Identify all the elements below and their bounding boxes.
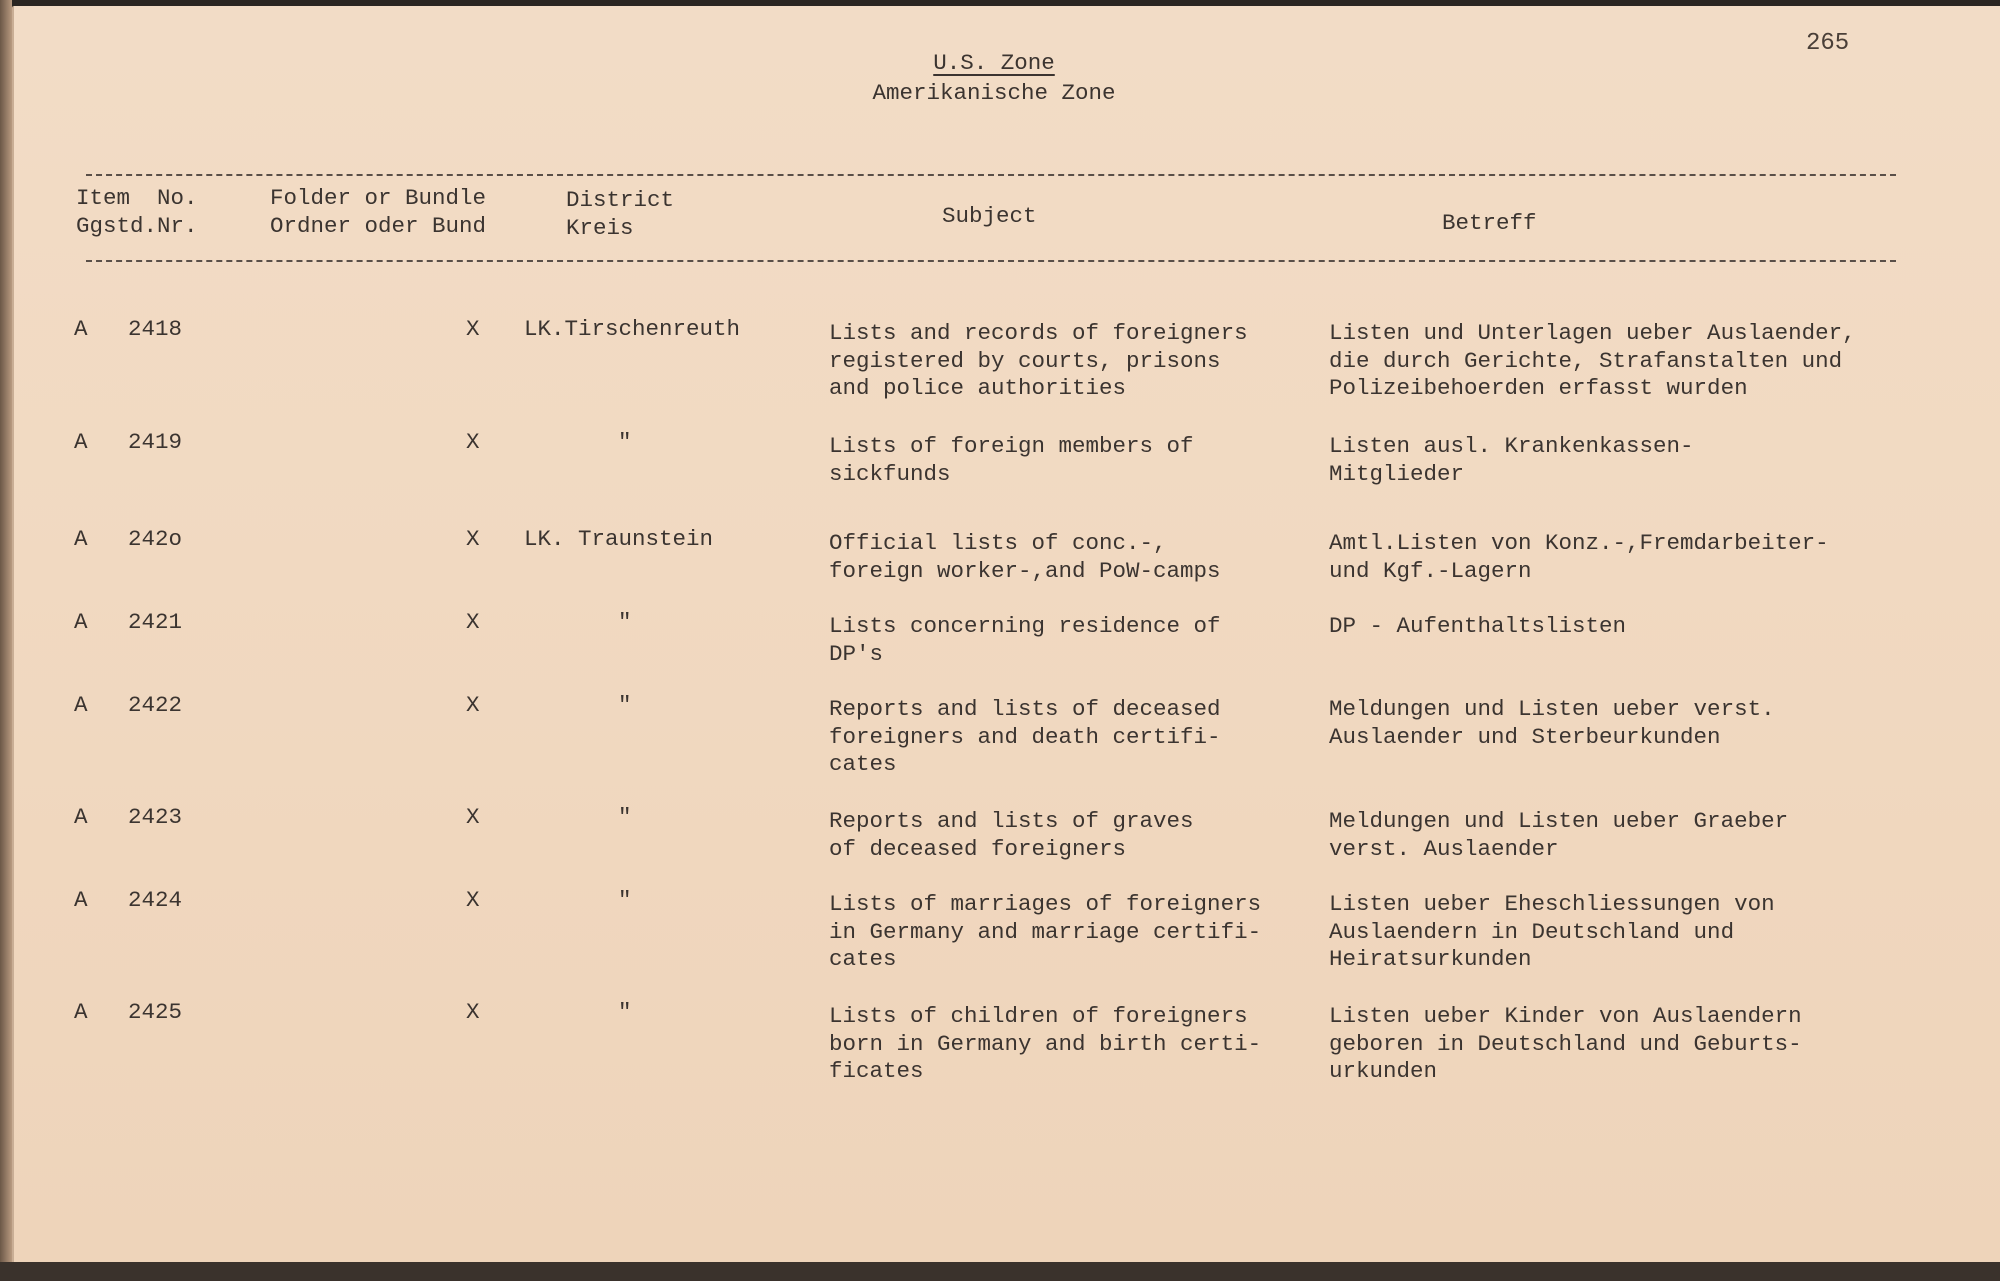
subject: Lists of marriages of foreigners in Germany and marriage certifi- cates bbox=[829, 891, 1262, 972]
subject: Lists and records of foreigners registered by courts, prisons and police authorities bbox=[829, 320, 1248, 401]
col-header-district: District Kreis bbox=[566, 187, 675, 241]
subject: Reports and lists of graves of deceased foreigners bbox=[829, 808, 1194, 862]
item-number: 242o bbox=[128, 526, 183, 552]
item-number: 2418 bbox=[128, 316, 183, 342]
folder-mark: X bbox=[466, 804, 480, 830]
betreff: Meldungen und Listen ueber verst. Auslaender und Sterbeurkunden bbox=[1329, 696, 1775, 750]
item-number: 2419 bbox=[128, 429, 183, 455]
betreff: DP - Aufenthaltslisten bbox=[1329, 613, 1627, 639]
page-number: 265 bbox=[1806, 30, 1850, 57]
header-rule-top bbox=[86, 174, 1896, 176]
folder-mark: X bbox=[466, 526, 480, 552]
subject: Lists concerning residence of DP's bbox=[829, 613, 1221, 667]
subject: Official lists of conc.-, foreign worker-,and PoW-camps bbox=[829, 530, 1221, 584]
folder-mark: X bbox=[466, 887, 480, 913]
item-number: 2423 bbox=[128, 804, 183, 830]
folder-mark: X bbox=[466, 692, 480, 718]
betreff: Listen ueber Kinder von Auslaendern geboren in Deutschland und Geburts- urkunden bbox=[1329, 1003, 1802, 1084]
district: " bbox=[618, 999, 632, 1025]
item-prefix: A bbox=[74, 429, 88, 455]
page-subtitle: Amerikanische Zone bbox=[872, 80, 1116, 106]
subject: Reports and lists of deceased foreigners and death certifi- cates bbox=[829, 696, 1221, 777]
district: " bbox=[618, 609, 632, 635]
betreff: Listen ausl. Krankenkassen- Mitglieder bbox=[1329, 433, 1694, 487]
folder-mark: X bbox=[466, 429, 480, 455]
district: LK. Traunstein bbox=[524, 526, 714, 552]
subject: Lists of foreign members of sickfunds bbox=[829, 433, 1194, 487]
district: " bbox=[618, 692, 632, 718]
col-header-subject: Subject bbox=[942, 203, 1037, 229]
page-title: U.S. Zone bbox=[933, 50, 1055, 76]
item-prefix: A bbox=[74, 692, 88, 718]
item-number: 2422 bbox=[128, 692, 183, 718]
district: LK.Tirschenreuth bbox=[524, 316, 741, 342]
item-prefix: A bbox=[74, 887, 88, 913]
item-prefix: A bbox=[74, 999, 88, 1025]
item-prefix: A bbox=[74, 316, 88, 342]
item-number: 2421 bbox=[128, 609, 183, 635]
district: " bbox=[618, 804, 632, 830]
folder-mark: X bbox=[466, 609, 480, 635]
item-prefix: A bbox=[74, 609, 88, 635]
document-page bbox=[12, 6, 2000, 1268]
header-rule-bottom bbox=[86, 260, 1896, 262]
book-spine bbox=[0, 0, 12, 1281]
col-header-folder: Folder or Bundle Ordner oder Bund bbox=[270, 185, 487, 239]
col-header-item-no: Item No. Ggstd.Nr. bbox=[76, 185, 198, 239]
page-edge-shadow bbox=[0, 1262, 2000, 1281]
item-number: 2424 bbox=[128, 887, 183, 913]
folder-mark: X bbox=[466, 999, 480, 1025]
col-header-betreff: Betreff bbox=[1442, 210, 1537, 236]
item-number: 2425 bbox=[128, 999, 183, 1025]
betreff: Amtl.Listen von Konz.-,Fremdarbeiter- und Kgf.-Lagern bbox=[1329, 530, 1829, 584]
item-prefix: A bbox=[74, 526, 88, 552]
district: " bbox=[618, 429, 632, 455]
betreff: Meldungen und Listen ueber Graeber verst. Auslaender bbox=[1329, 808, 1789, 862]
betreff: Listen ueber Eheschliessungen von Auslaendern in Deutschland und Heiratsurkunden bbox=[1329, 891, 1775, 972]
item-prefix: A bbox=[74, 804, 88, 830]
district: " bbox=[618, 887, 632, 913]
subject: Lists of children of foreigners born in Germany and birth certi- ficates bbox=[829, 1003, 1262, 1084]
betreff: Listen und Unterlagen ueber Auslaender, die durch Gerichte, Strafanstalten und Polizeibehoerden erfasst wurden bbox=[1329, 320, 1856, 401]
folder-mark: X bbox=[466, 316, 480, 342]
